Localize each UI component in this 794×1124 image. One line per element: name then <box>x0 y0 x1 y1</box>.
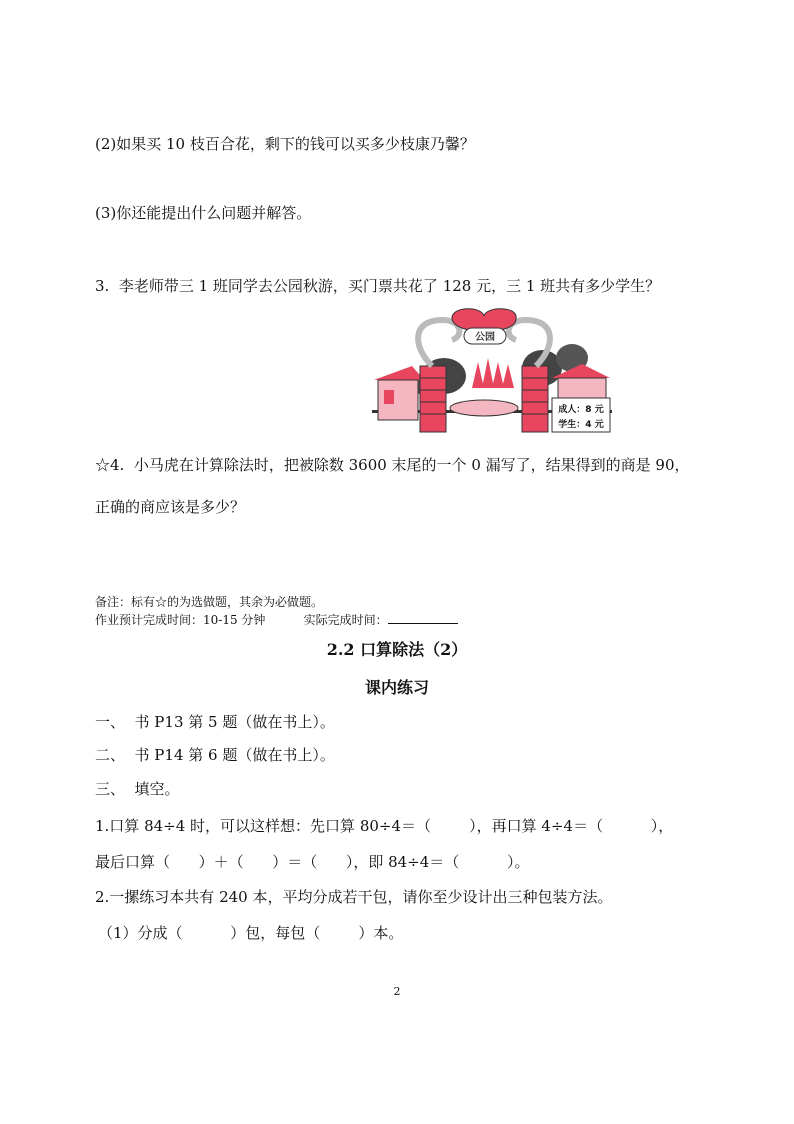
exercise-3: 三、 填空。 <box>95 780 180 798</box>
section-title: 2.2 口算除法（2） <box>326 640 468 659</box>
question-1-line-2: 最后口算（ ）＋（ ）＝（ ），即 84÷4＝（ ）。 <box>95 853 530 871</box>
section-subtitle: 课内练习 <box>364 678 429 697</box>
actual-time-label: 实际完成时间： <box>303 613 388 627</box>
question-1-line-1: 1.口算 84÷4 时，可以这样想：先口算 80÷4＝（ ），再口算 4÷4＝（ ）， <box>95 817 674 835</box>
problem-4-line-1: ☆4. 小马虎在计算除法时，把被除数 3600 末尾的一个 0 漏写了，结果得到的商是 90， <box>95 456 690 474</box>
actual-time-blank[interactable] <box>388 611 458 624</box>
price-adult: 成人：8 元 <box>558 405 604 415</box>
exercise-1: 一、 书 P13 第 5 题（做在书上）。 <box>95 713 335 731</box>
problem-2-part-3: (3)你还能提出什么问题并解答。 <box>95 204 312 222</box>
question-2: 2.一摞练习本共有 240 本，平均分成若干包，请你至少设计出三种包装方法。 <box>95 888 613 906</box>
problem-2-part-2: (2)如果买 10 枝百合花，剩下的钱可以买多少枝康乃馨？ <box>95 135 475 153</box>
question-2-part-1: （1）分成（ ）包，每包（ ）本。 <box>98 924 404 942</box>
price-student: 学生：4 元 <box>558 420 604 430</box>
gate-sign-text: 公园 <box>475 332 495 343</box>
exercise-2: 二、 书 P14 第 6 题（做在书上）。 <box>95 746 335 764</box>
park-gate-illustration <box>372 306 612 434</box>
time-row <box>95 611 458 628</box>
problem-4-line-2: 正确的商应该是多少？ <box>95 498 246 516</box>
page-number: 2 <box>393 985 401 998</box>
remark-note: 备注：标有☆的为选做题，其余为必做题。 <box>95 595 324 609</box>
problem-3: 3. 李老师带三 1 班同学去公园秋游，买门票共花了 128 元，三 1 班共有多少学生？ <box>95 277 661 295</box>
estimated-time: 作业预计完成时间：10-15 分钟 <box>95 613 266 627</box>
